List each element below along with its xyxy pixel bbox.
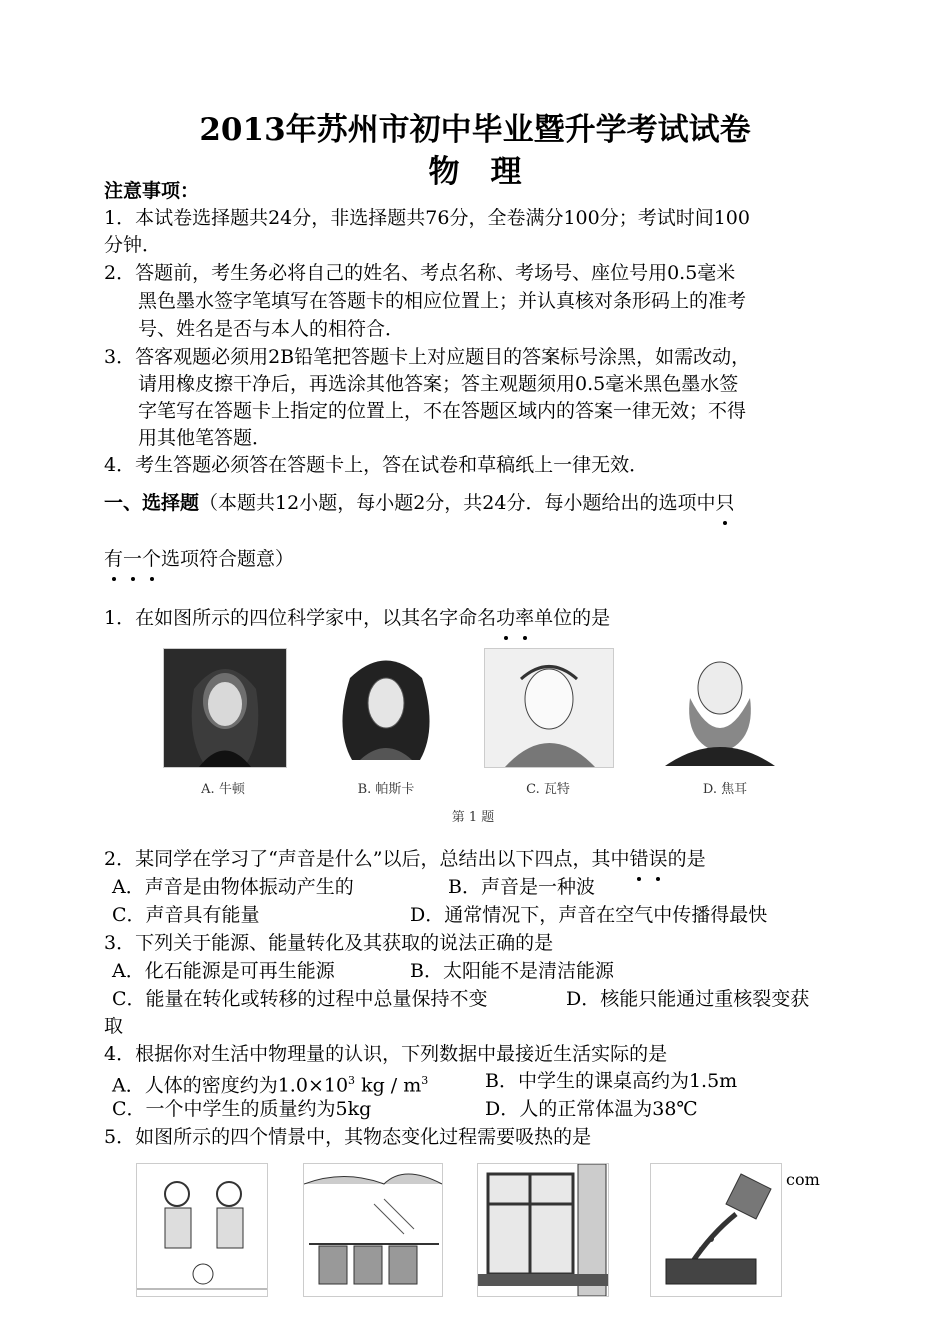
section-heading-line [104, 490, 734, 516]
superscript: 3 [421, 1074, 429, 1087]
caption-b: B. 帕斯卡 [357, 782, 415, 797]
scene-frosted-window [477, 1163, 609, 1297]
notice-item: 3．答客观题必须用2B铅笔把答题卡上对应题目的答案标号涂黑，如需改动， [104, 346, 751, 368]
option-d: D．人的正常体温为38℃ [485, 1098, 698, 1120]
notice-item: 1．本试卷选择题共24分，非选择题共76分，全卷满分100分；考试时间100 [104, 207, 750, 229]
emphasis-char: 错 [629, 848, 649, 870]
portrait-newton [163, 648, 287, 768]
section-heading: 一、选择题 [104, 492, 200, 514]
caption-d: D. 焦耳 [702, 782, 748, 797]
option-text: kg / m [355, 1074, 422, 1097]
watermark-text: com [786, 1170, 820, 1189]
notice-item: 用其他笔答题． [138, 427, 272, 449]
option-a: A．声音是由物体振动产生的 [112, 876, 354, 898]
scene-molten-metal [650, 1163, 782, 1297]
question-3: 3．下列关于能源、能量转化及其获取的说法正确的是 [104, 932, 554, 954]
caption-a: A. 牛顿 [201, 782, 245, 797]
emphasis-char: 有 [104, 548, 124, 570]
portrait-pascal [330, 648, 442, 766]
emphasis-char: 只 [715, 492, 735, 514]
notice-item: 字笔写在答题卡上指定的位置上，不在答题区域内的答案一律无效；不得 [138, 400, 747, 422]
question-text: 2．某同学在学习了“声音是什么”以后，总结出以下四点，其中 [104, 848, 630, 870]
option-a: A．化石能源是可再生能源 [112, 960, 335, 982]
option-c: C．声音具有能量 [112, 904, 260, 926]
option-b: B．太阳能不是清洁能源 [410, 960, 614, 982]
question-4: 4．根据你对生活中物理量的认识，下列数据中最接近生活实际的是 [104, 1043, 668, 1065]
section-desc-line [104, 546, 294, 572]
notice-item: 号、姓名是否与本人的相符合． [138, 318, 405, 340]
option-text: A．人体的密度约为1.0×10 [112, 1074, 349, 1097]
emphasis-char: 率 [515, 607, 535, 629]
notice-heading: 注意事项： [104, 180, 200, 202]
section-desc: 选项符合题意） [161, 548, 295, 570]
question-text: 的是 [667, 848, 706, 870]
notice-item: 黑色墨水签字笔填写在答题卡的相应位置上；并认真核对条形码上的准考 [138, 290, 747, 312]
notice-item: 请用橡皮擦干净后，再选涂其他答案；答主观题须用0.5毫米黑色墨水签 [138, 373, 739, 395]
notice-item: 2．答题前，考生务必将自己的姓名、考点名称、考场号、座位号用0.5毫米 [104, 262, 736, 284]
question-5: 5．如图所示的四个情景中，其物态变化过程需要吸热的是 [104, 1126, 592, 1148]
scene-snowman-kids [136, 1163, 268, 1297]
question-text: 1．在如图所示的四位科学家中，以其名字命名 [104, 607, 497, 629]
question-2 [104, 846, 706, 872]
notice-item: 分钟． [104, 234, 162, 256]
portrait-watt [484, 648, 614, 768]
option-d: D．通常情况下，声音在空气中传播得最快 [410, 904, 768, 926]
figure-label: 第 1 题 [451, 810, 495, 825]
emphasis-char: 功 [496, 607, 516, 629]
question-1 [104, 605, 610, 631]
option-b: B．中学生的课桌高约为1.5m [485, 1070, 738, 1092]
emphasis-char: 误 [648, 848, 668, 870]
option-c: C．一个中学生的质量约为5kg [112, 1098, 372, 1120]
option-d-cont: 取 [104, 1015, 124, 1037]
subject-title: 物 理 [428, 154, 522, 190]
question-text: 单位的是 [534, 607, 611, 629]
scene-clothes-drying [303, 1163, 443, 1297]
notice-item: 4．考生答题必须答在答题卡上，答在试卷和草稿纸上一律无效． [104, 454, 649, 476]
option-d: D．核能只能通过重核裂变获 [566, 988, 810, 1010]
caption-c: C. 瓦特 [526, 782, 570, 797]
emphasis-char: 个 [142, 548, 162, 570]
section-desc: （本题共12小题，每小题2分，共24分．每小题给出的选项中 [199, 492, 716, 514]
exam-title: 2013年苏州市初中毕业暨升学考试试卷 [199, 112, 751, 148]
option-b: B．声音是一种波 [448, 876, 595, 898]
portrait-joule [660, 648, 780, 766]
option-a [112, 1068, 428, 1098]
emphasis-char: 一 [123, 548, 143, 570]
superscript: 3 [348, 1074, 356, 1087]
option-c: C．能量在转化或转移的过程中总量保持不变 [112, 988, 488, 1010]
